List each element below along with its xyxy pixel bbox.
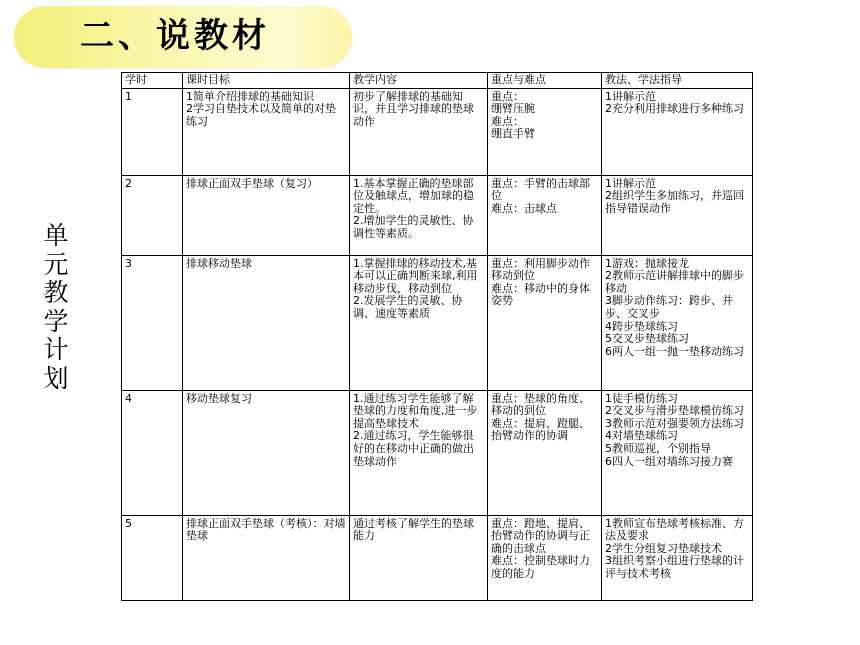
cell-goal-text: 排球移动垫球 — [186, 256, 252, 270]
cell-goal — [183, 88, 350, 175]
cell-period — [122, 175, 183, 255]
cell-method-text: 1教师宣布垫球考核标准、方法及要求 2学生分组复习垫球技术 3组织考察小组进行垫球的计评与技术考核 — [605, 516, 744, 580]
cell-content-text: 1.通过练习学生能够了解垫球的力度和角度,进一步提高垫球技术 2.通过练习，学生能够很好的在移动中正确的做出垫球动作 — [353, 391, 478, 468]
table-row — [122, 88, 753, 175]
cell-key-points-text: 重点： 绷臂压腕 难点： 绷直手臂 — [491, 89, 535, 141]
cell-key-points — [488, 88, 602, 175]
cell-content — [350, 515, 488, 600]
cell-goal — [183, 390, 350, 515]
cell-key-points-text: 重点：蹬地、提肩、抬臂动作的协调与正确的击球点 难点：控制垫球时力度的能力 — [491, 516, 590, 580]
cell-key-points — [488, 175, 602, 255]
cell-content-text: 通过考核了解学生的垫球能力 — [353, 516, 474, 543]
cell-content — [350, 88, 488, 175]
cell-key-points — [488, 515, 602, 600]
table-row — [122, 515, 753, 600]
header-content: 教学内容 — [350, 73, 488, 89]
cell-period-text: 2 — [125, 176, 132, 190]
table-row — [122, 390, 753, 515]
side-label: 单元教学计划 — [43, 221, 69, 393]
cell-goal-text: 移动垫球复习 — [186, 391, 252, 405]
cell-key-points-text: 重点：手臂的击球部位 难点：击球点 — [491, 176, 590, 215]
header-period: 学时 — [122, 73, 183, 89]
table-row — [122, 175, 753, 255]
cell-goal — [183, 515, 350, 600]
table-header-row — [122, 73, 753, 89]
header-goal: 课时目标 — [183, 73, 350, 89]
cell-period-text: 3 — [125, 256, 132, 270]
cell-period-text: 1 — [125, 89, 132, 103]
page-title: 二、说教材 — [80, 16, 270, 56]
cell-method — [602, 390, 753, 515]
cell-method-text: 1游戏：抛球接龙 2教师示范讲解排球中的脚步移动 3脚步动作练习：跨步、并步、交叉步 4跨步垫球练习 5交叉步垫球练习 6两人一组一抛一垫移动练习 — [605, 256, 744, 358]
cell-content — [350, 390, 488, 515]
lesson-plan-table — [121, 72, 753, 601]
cell-period-text: 4 — [125, 391, 132, 405]
header-method: 教法、学法指导 — [602, 73, 753, 89]
cell-period — [122, 255, 183, 390]
cell-period-text: 5 — [125, 516, 132, 530]
cell-period — [122, 390, 183, 515]
cell-goal — [183, 255, 350, 390]
cell-period — [122, 515, 183, 600]
cell-content-text: 1.掌握排球的移动技术,基本可以正确判断来球,利用移动步伐，移动到位 2.发展学生的灵敏、协调、速度等素质 — [353, 256, 478, 320]
cell-method — [602, 88, 753, 175]
cell-key-points — [488, 255, 602, 390]
cell-period — [122, 88, 183, 175]
cell-goal — [183, 175, 350, 255]
cell-goal-text: 1简单介绍排球的基础知识 2学习自垫技术以及简单的对垫练习 — [186, 89, 336, 128]
cell-content — [350, 255, 488, 390]
cell-goal-text: 排球正面双手垫球（复习） — [186, 176, 318, 190]
cell-key-points — [488, 390, 602, 515]
cell-method — [602, 515, 753, 600]
cell-method-text: 1讲解示范 2充分利用排球进行多种练习 — [605, 89, 744, 116]
cell-method — [602, 255, 753, 390]
cell-method-text: 1徒手模仿练习 2交叉步与滑步垫球模仿练习 3教师示范对强要领方法练习 4对墙垫球练习 5教师巡视，个别指导 6四人一组对墙练习接力赛 — [605, 391, 744, 468]
cell-method — [602, 175, 753, 255]
table-row — [122, 255, 753, 390]
cell-method-text: 1讲解示范 2组织学生多加练习，并巡回指导错误动作 — [605, 176, 744, 215]
cell-key-points-text: 重点：利用脚步动作移动到位 难点：移动中的身体姿势 — [491, 256, 590, 308]
header-key-points: 重点与难点 — [488, 73, 602, 89]
cell-content — [350, 175, 488, 255]
cell-content-text: 1.基本掌握正确的垫球部位及触球点，增加球的稳定性。 2.增加学生的灵敏性、协调性等素质。 — [353, 176, 474, 240]
cell-key-points-text: 重点：垫球的角度、移动的到位 难点：提肩、蹬腿、抬臂动作的协调 — [491, 391, 590, 443]
cell-goal-text: 排球正面双手垫球（考核）：对墙垫球 — [186, 516, 346, 543]
cell-content-text: 初步了解排球的基础知识，并且学习排球的垫球动作 — [353, 89, 474, 128]
